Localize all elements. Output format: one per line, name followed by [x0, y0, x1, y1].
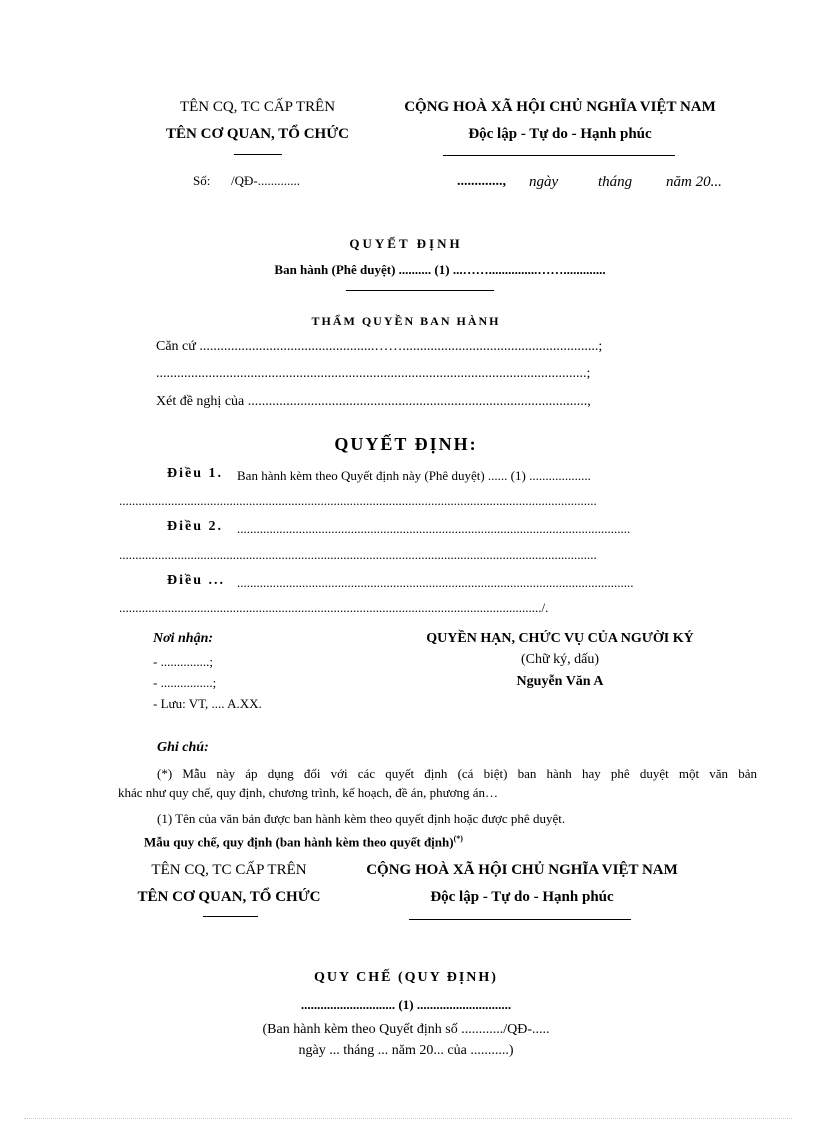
legal-basis-continued: ...........................................................................................................................; [156, 366, 591, 381]
date-month: tháng [598, 174, 633, 190]
motto-underline-2 [409, 919, 631, 920]
notes-title: Ghi chú: [157, 740, 209, 755]
signer-name: Nguyễn Văn A [516, 674, 604, 689]
national-motto: Độc lập - Tự do - Hạnh phúc [468, 126, 652, 142]
article-2-label: Điều 2. [167, 519, 223, 534]
signature-note: (Chữ ký, dấu) [521, 652, 599, 667]
regulation-issued-date: ngày ... tháng ... năm 20... của ...........) [298, 1043, 514, 1058]
decision-heading: QUYẾT ĐỊNH: [334, 434, 478, 454]
date-year: năm 20... [666, 174, 722, 190]
decision-subtitle: Ban hành (Phê duyệt) .......... (1) ...……...............……............. [274, 262, 606, 277]
article-1-text: Ban hành kèm theo Quyết định này (Phê duyệt) ...... (1) ................... [237, 468, 591, 483]
document-number-label: Số: [193, 173, 211, 188]
form-title [144, 834, 463, 850]
national-motto-2: Độc lập - Tự do - Hạnh phúc [430, 889, 614, 905]
note-paragraph-1: (*) Mẫu này áp dụng đối với các quyết định (cá biệt) ban hành hay phê duyệt một văn bản [157, 766, 757, 781]
note-paragraph-2: (1) Tên của văn bản được ban hành kèm theo quyết định hoặc được phê duyệt. [157, 811, 566, 826]
issuer-parent-name: TÊN CQ, TC CẤP TRÊN [179, 99, 336, 115]
issuer-underline [234, 154, 282, 155]
form-title-text: Mẫu quy chế, quy định (ban hành kèm theo quyết định) [144, 834, 454, 850]
date-day: ngày [529, 174, 559, 190]
document-number: /QĐ-............. [231, 173, 300, 188]
page-bottom-edge [24, 1118, 792, 1119]
national-title-2: CỘNG HOÀ XÃ HỘI CHỦ NGHĨA VIỆT NAM [366, 862, 678, 878]
legal-basis: Căn cứ ..................................................……........................................................; [156, 339, 603, 354]
motto-underline [443, 155, 675, 156]
signer-title: QUYỀN HẠN, CHỨC VỤ CỦA NGƯỜI KÝ [426, 631, 694, 646]
form-title-footnote-mark: (*) [453, 834, 463, 843]
article-2-continued: ................................................................................................................................................... [119, 547, 597, 562]
recipient-archive: - Lưu: VT, .... A.XX. [153, 696, 262, 711]
decision-underline [346, 290, 494, 291]
issuer-name: TÊN CƠ QUAN, TỔ CHỨC [166, 126, 349, 142]
article-n-continued: ................................................................................................................................../. [119, 600, 549, 615]
issuer-parent-name-2: TÊN CQ, TC CẤP TRÊN [151, 862, 307, 878]
issuer-name-2: TÊN CƠ QUAN, TỔ CHỨC [137, 889, 321, 905]
article-n-label: Điều ... [167, 573, 225, 588]
article-n-text: .......................................................................................................................... [237, 575, 634, 590]
regulation-name: ............................. (1) ............................. [300, 997, 512, 1012]
decision-title: QUYẾT ĐỊNH [349, 236, 463, 251]
recipient-item: - ................; [153, 675, 217, 690]
recipients-title: Nơi nhận: [153, 631, 214, 646]
issuing-authority: THẨM QUYỀN BAN HÀNH [311, 314, 501, 328]
proposal-line: Xét đề nghị của ................................................................................................., [156, 394, 591, 409]
article-1-label: Điều 1. [167, 466, 223, 481]
article-2-text: ......................................................................................................................... [237, 521, 631, 536]
article-1-continued: ................................................................................................................................................... [119, 493, 597, 508]
date-place: ............., [457, 174, 506, 189]
recipient-item: - ...............; [153, 654, 213, 669]
note-paragraph-1-continued: khác như quy chế, quy định, chương trình, kế hoạch, đề án, phương án… [118, 785, 499, 800]
regulation-title: QUY CHẾ (QUY ĐỊNH) [314, 970, 498, 985]
national-title: CỘNG HOÀ XÃ HỘI CHỦ NGHĨA VIỆT NAM [404, 99, 716, 115]
regulation-issued-by: (Ban hành kèm theo Quyết định số ............/QĐ-..... [262, 1022, 550, 1037]
issuer-underline-2 [203, 916, 258, 917]
